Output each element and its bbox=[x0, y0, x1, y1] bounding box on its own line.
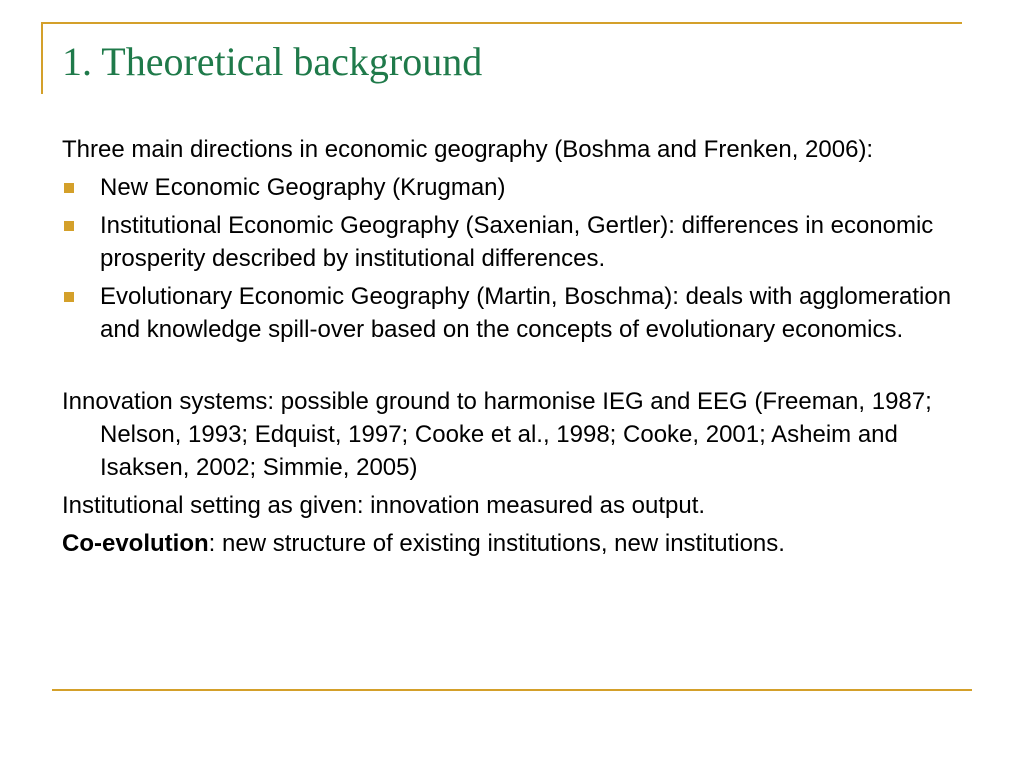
coevolution-term: Co-evolution bbox=[62, 530, 209, 557]
bullet-item-eeg bbox=[62, 280, 972, 346]
coevolution-paragraph bbox=[62, 527, 972, 560]
top-accent-rule bbox=[41, 22, 962, 24]
intro-paragraph: Three main directions in economic geography (Boshma and Frenken, 2006): bbox=[62, 136, 874, 163]
coevolution-definition: : new structure of existing institutions, new institutions. bbox=[208, 530, 785, 557]
slide-title: 1. Theoretical background bbox=[62, 39, 483, 84]
spacer bbox=[62, 351, 972, 385]
bullet-item-ieg bbox=[62, 209, 972, 275]
bullet-text: New Economic Geography (Krugman) bbox=[100, 174, 506, 201]
bottom-accent-rule bbox=[52, 689, 972, 691]
innovation-systems-paragraph: Innovation systems: possible ground to harmonise IEG and EEG (Freeman, 1987; Nelson, 1993; Edquist, 1997; Cooke et al., 1998; Cooke, 2001; Asheim and Isaksen, 2002; Simmie, 2005) bbox=[62, 388, 932, 481]
square-bullet-icon bbox=[64, 221, 74, 231]
left-accent-rule bbox=[41, 22, 43, 94]
bullet-item-neg bbox=[62, 171, 972, 204]
bullet-text: Evolutionary Economic Geography (Martin, Boschma): deals with agglomeration and knowledge spill-over based on the concepts of evolutionary economics. bbox=[100, 283, 952, 343]
square-bullet-icon bbox=[64, 292, 74, 302]
bullet-text: Institutional Economic Geography (Saxenian, Gertler): differences in economic prosperity described by institutional differences. bbox=[100, 212, 934, 272]
slide-body bbox=[62, 133, 972, 565]
square-bullet-icon bbox=[64, 183, 74, 193]
institutional-setting-paragraph: Institutional setting as given: innovation measured as output. bbox=[62, 492, 706, 519]
